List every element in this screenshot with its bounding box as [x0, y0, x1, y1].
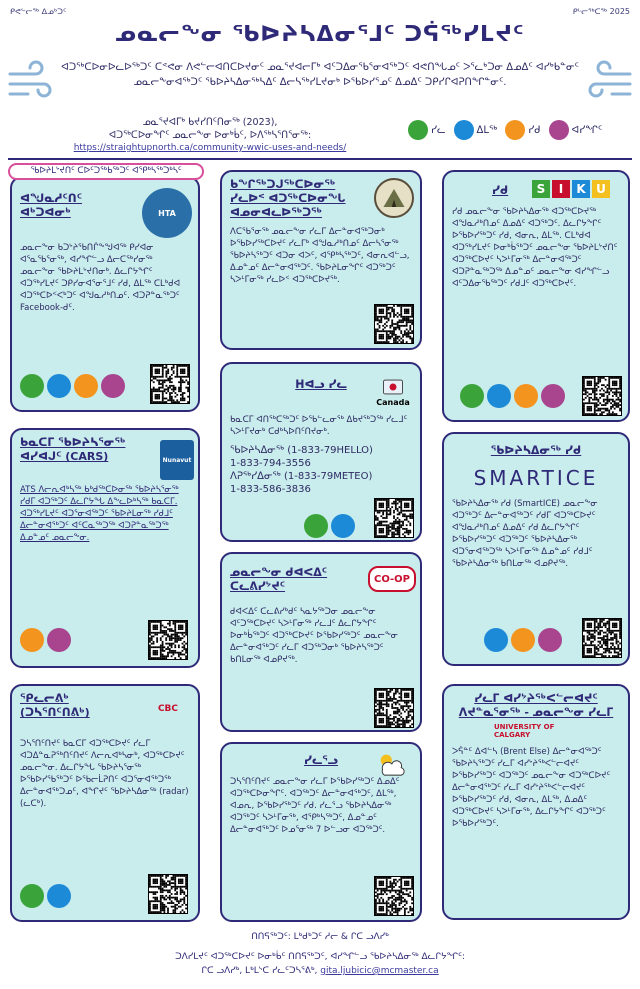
qr-code[interactable] — [374, 688, 414, 728]
other-icon — [541, 384, 565, 408]
ice-icon — [511, 628, 535, 652]
card-radio — [10, 684, 200, 922]
wave-icon — [487, 384, 511, 408]
card-title: ᕼᐊᓗ ᓯᓚ — [295, 378, 347, 391]
qr-code[interactable] — [148, 874, 188, 914]
phone-list — [230, 444, 412, 496]
phone-line[interactable]: ᐱᕈᖅᓯᐃᓂᖅ (1-833-79METEO) — [230, 471, 373, 482]
legend-label: ᐊᓯᖏᑦ — [571, 124, 603, 136]
wave-icon — [331, 514, 355, 538]
page-title: ᓄᓇᓕᖕᓂ ᖃᐅᔨᓴᐃᓂᕐᒧᑦ ᑐᕌᖅᓯᒪᔪᑦ — [115, 22, 525, 47]
wave-icon — [484, 628, 508, 652]
card-icons — [20, 628, 71, 652]
qr-code[interactable] — [374, 304, 414, 344]
legend-label: ᐃᒪᖅ — [476, 124, 498, 136]
card-title: ᖃᐅᔨᓴᐃᓂᖅ ᓯᑯ — [490, 444, 582, 457]
qr-code[interactable] — [582, 618, 622, 658]
qr-code[interactable] — [582, 376, 622, 416]
date-label: ᑭᒡᓕᖅᑕᖅ 2025 — [572, 7, 630, 16]
card-smartice — [442, 432, 630, 666]
other-icon — [549, 120, 569, 140]
card-weather — [220, 742, 422, 922]
card-icons — [460, 384, 565, 408]
qr-code[interactable] — [148, 620, 188, 660]
card-phone — [220, 362, 422, 542]
canada-logo: Canada — [372, 370, 414, 412]
card-text: ᑐᓴᕐᑎᑦᑎᔪᑦ ᓄᓇᓕᖕᓂ ᓯᓚᒥ ᐅᖃᐅᓯᖅᑐᑦ ᐃᓄᐃᑦ ᐊᑐᖅᑕᐅᓂᖏᑦ. ᐊᑐᖅᑐᑦ ᐃᓕᓐᓂᐊᖅᑐᑦ, ᐃᒪᖅ, ᐊᓄᕆ, ᐅᖃᐅᓯᖅᑐᑦ ᓯᑯ. ᓯᓚᕐᓗ ᖃᐅᔨᓴᐃᓂᖅ ᐊᑐᖅᑐᑦ ᓴᐳᒻᒥᓂᖅ, ᐊᕿᒃᓴᖅᑐᑦ, ᐃᓄᓐᓄᑦ ᐃᓕᓐᓂᐊᖅᑐᑦ ᐅᓄᕐᓂᖅ 7 ᐅᓪᓗᓂ ᐊᑐᖅᑐᑦ. — [230, 777, 400, 835]
card-icons — [20, 374, 125, 398]
ice-icon — [505, 120, 525, 140]
intro-text: ᐊᑐᖅᑕᐅᓂᐅᓚᐅᖅᑐᑦ ᑕᕝᕙᓂ ᐱᕙᓪᓕᐊᑎᑕᐅᔪᓂᑦ ᓄᓇᕐᔪᐊᓕᒥᒃ ᐊᑦᑐᐃᓂᖃᕐᓂᐊᖅᑐᑦ ᐊᕙᑎᖓᓄᑦ ᐳᕐᓚᒃᑐᓂ ᐃᓄᐃᑦ ᐊᓯᒃᑲᓐᓂᑦ ᓄᓇᓕᖕᓂᐊᖅᑐᑦ ᖃᐅᔨᓴᐃᓂᖅᓴᐃᑦ ᐃᓕᓴᖅᓯᒪᔪᓂᒃ ᐅᖃᐅᓯᕐᓄᑦ ᐃᓄᐃᑦ ᑐᑭᓯᒋᐊᕈᑎᖏᓐᓂᑦ. — [61, 62, 579, 88]
weather-icon — [304, 514, 328, 538]
ice-icon — [20, 628, 44, 652]
wave-icon — [47, 374, 71, 398]
tent-logo — [374, 178, 414, 218]
phone-line[interactable]: 1-833-794-3556 — [230, 458, 311, 469]
section-badge: ᖃᐅᔨᒪᔾᔪᑎᑦ ᑕᐅᑦᑐᖅᑲᖅᑐᑦ ᐊᕿᒃᓴᖅᑐᒃᓴᑦ — [8, 163, 204, 180]
siku-letter: K — [572, 180, 590, 198]
siku-logo — [532, 180, 610, 198]
card-text: ATS ᐱᓕᕆᐊᒃᓴᖅ ᑲᒃᑯᖅᑕᐅᓂᖅ ᖃᐅᔨᓴᕐᓂᖅ ᓯᑯᒥ ᐊᑐᖅᑐᑦ ᐃᓚᒋᔭᖓ ᐃᖕᓚᐅᒃᓴᖅ ᑲᓇᑕᒥ. ᐊᑐᖅᓯᒪᔪᑦ ᐊᑐᕐᓂᐊᖅᑐᑦ ᖃᐅᔨᒪᓂᖅ ᓯᑯᒧᑦ ᐃᓕᓐᓂᐊᖅᑐᑦ ᐊᑦᑕᓇᖅᑐᖅ ᐊᑐᕈᓐᓇᖅᑐᖅ ᐃᓄᓐᓄᑦ ᓄᓇᓕᖕᓂ. — [20, 485, 179, 543]
footer-line1: ᑐᐱᓯᒪᔪᑦ ᐊᑐᖅᑕᐅᔪᑦ ᐅᓂᒃᑳᑦ ᑎᑎᕋᖅᑐᑦ, ᐊᓯᖏᓪᓗ ᖃᐅᔨᓴᐃᓂᖅ ᐃᓚᒋᔭᖏᑦ: — [175, 952, 465, 962]
citation-link[interactable]: https://straightupnorth.ca/community-wwic-uses-and-needs/ — [73, 143, 347, 153]
card-text: ᓯᑯ ᓄᓇᓕᖕᓂ ᖃᐅᔨᓴᐃᓂᖅ ᐊᑐᖅᑕᐅᔪᖅ ᐊᖑᓇᓱᒃᑎᓄᑦ ᐃᓄᐃᑦ ᐊᑐᖅᑐᑦ. ᐃᓚᒋᔭᖏᑦ ᐅᖃᐅᓯᖅᑐᑦ ᓯᑯ, ᐊᓂᕆ, ᐃᒪᖅ. ᑕᒪᒃᑯᐊ ᐊᑐᖅᓯᒪᔪᑦ ᐅᓂᒃᑳᖅᑐᑦ ᓄᓇᓕᖕᓂ ᖃᐅᔨᒪᔾᔪᑎᑦ ᐊᑐᖅᑕᐅᔪᑦ ᓴᐳᒻᒥᓂᖅ ᐃᓕᓐᓂᐊᖅᑐᑦ ᐊᑐᕈᓐᓇᖅᑐᖅ ᐃᓄᓐᓄᑦ ᓄᓇᓕᖕᓂ ᐊᓯᖏᓪᓗ ᐊᑦᑐᐃᓂᖃᖅᑐᑦ ᓯᑯᒧᑦ ᐊᑐᖅᑕᐅᔪᑦ. — [452, 207, 618, 289]
coop-logo: CO-OP — [368, 566, 416, 592]
legend-label: ᓯᑯ — [528, 124, 541, 136]
hunters-logo: HTA — [142, 188, 192, 238]
contact-name: ᒋᑕ ᓗᐱᓯᒃ, ᒪᒃᒪᔅᑕ ᓯᓚᑦᑐᓴᕐᕕᒃ, — [201, 966, 318, 976]
header-divider — [8, 158, 632, 160]
ice-icon — [514, 384, 538, 408]
legend — [408, 120, 602, 140]
phone-line[interactable]: 1-833-586-3836 — [230, 484, 311, 495]
siku-letter: U — [592, 180, 610, 198]
card-siku — [442, 170, 630, 422]
card-text: ᐳᕌᓐᑦ ᐃᐊᓪᓴ (Brent Else) ᐃᓕᓐᓂᐊᖅᑐᑦ ᖃᐅᔨᓴᖅᑐᑦ ᓯᓚᒥ ᐊᓯᔾᔨᖅᐸᓪᓕᐊᔪᑦ ᐅᖃᐅᓯᖅᑐᑦ ᐊᑐᖅᑐᑦ ᓄᓇᓕᖕᓂ ᐊᑐᖅᑕᐅᔪᑦ ᐃᓕᓐᓂᐊᖅᑐᑦ ᓯᓚᒥ ᐊᓯᔾᔨᖅᐸᓪᓕᐊᔪᑦ ᐅᖃᐅᓯᖅᑐᑦ ᓯᑯ, ᐊᓂᕆ, ᐃᒪᖅ, ᐃᓄᐃᑦ ᐊᑐᖅᑕᐅᔪᑦ ᓴᐳᒻᒥᓂᖅ, ᐃᓚᒋᔭᖏᑦ ᐊᑐᖅᑐᑦ ᐅᖃᐅᓯᖅᑐᑦ. — [452, 747, 611, 829]
card-text: ᐱᑕᖃᕐᓂᖅ ᓄᓇᓕᖕᓂ ᓯᓚᒥ ᐃᓕᓐᓂᐊᖅᑐᓂᒃ ᐅᖃᐅᓯᖅᑕᐅᔪᑦ ᓯᓚᒥᒃ ᐊᖑᓇᓱᒃᑎᓄᑦ ᐃᓕᓴᕐᓂᖅ ᖃᐅᔨᓴᖅᑐᑦ ᐊᑐᓂ ᐊᐳᑦ, ᐊᕿᒃᓴᖅᑐᑦ, ᐊᓂᕆᐊᓪᓗ, ᐃᓄᓐᓄᑦ ᐃᓕᓐᓂᐊᖅᑐᑦ. ᖃᐅᔨᒪᓂᖏᑦ ᐊᑐᖅᑐᑦ ᓴᐳᒻᒥᓂᖅ ᓯᓚᐅᑉ ᐊᑐᖅᑕᐅᔪᖅ. — [230, 227, 410, 285]
footer-line2 — [0, 964, 640, 978]
card-title: ᓯᓚᒥ ᐊᓯᔾᔨᖅᐸᓪᓕᐊᔪᑦ ᐱᔪᓐᓇᕐᓂᖅ - ᓄᓇᓕᖕᓂ ᓯᓚᒥ — [458, 692, 614, 719]
card-text: ᑐᓴᕐᑎᑦᑎᔪᑦ ᑲᓇᑕᒥ ᐊᑐᖅᑕᐅᔪᑦ ᓯᓚᒥ ᐊᑐᐃᓐᓇᕈᖅᑎᑦᑎᔪᑦ ᐱᓕᕆᐊᒃᓴᓂᒃ, ᐊᑐᖅᑕᐅᔪᑦ ᓄᓇᓕᖕᓂ. ᐃᓚᒋᔭᖓ ᖃᐅᔨᓴᕐᓂᖅ ᐅᖃᐅᓯᖃᖅᑐᑦ ᐅᖃᓕᒫᕈᑎᑦ ᐊᑐᕐᓂᐊᖅᑐᖅ ᐃᓕᓐᓂᐊᖅᑐᓄᑦ, ᐊᖏᔪᑦ ᖃᐅᔨᓴᐃᓂᖅ (radar) (ᓚᑕᒃ). — [20, 739, 189, 809]
card-title: ᓄᓇᓕᖕᓂ ᑯᐊᐸᐃᑦ ᑕᓚᕕᓯᔾᔪᑦ — [230, 566, 328, 593]
card-text: ᑯᐊᐸᐃᑦ ᑕᓚᕕᓯᒃᑯᑦ ᓴᓇᔭᖅᑐᓂ ᓄᓇᓕᖕᓂ ᐊᑦᑐᖅᑕᐅᔪᑦ ᓴᐳᒻᒥᓂᖅ ᓯᓚᒧᑦ ᐃᓚᒋᔭᖏᑦ ᐅᓂᒃᑳᖅᑐᑦ ᐊᑐᖅᑕᐅᔪᑦ ᐅᖃᐅᓯᖅᑐᑦ ᓄᓇᓕᖕᓂ ᐃᓕᓐᓂᐊᖅᑐᑦ ᓯᓚᒥ ᐊᑐᖅᑐᓂᒃ ᖃᐅᔨᓴᖅᑐᑦ ᑲᑎᒪᓂᖅ ᐊᓄᑭᔪᖅ. — [230, 607, 399, 665]
wave-icon — [454, 120, 474, 140]
card-text: ᑲᓇᑕᒥ ᐊᑎᖅᑕᖅᑐᑦ ᐅᖃᓪᓚᓂᖅ ᐃᑲᔪᖅᑐᖅ ᓯᓚᒧᑦ ᓴᐳᒻᒥᔪᓂᒃ ᑕᑯᒃᓴᐅᑎᑦᑎᔪᓂᒃ. — [230, 415, 408, 437]
card-icons — [304, 514, 355, 538]
smartice-logo: SMARTICE — [473, 466, 599, 490]
weather-icon — [20, 884, 44, 908]
footer-thanks: ᑎᑎᕋᖅᑐᑦ: ᒪᒃᑯᒃᑐᑦ ᓱᓕ & ᒋᑕ ᓗᐱᓯᒃ — [251, 932, 389, 942]
nunavut-logo: Nunavut — [160, 440, 194, 480]
card-text: ᓄᓇᓕᖕᓂ ᑲᑐᔾᔨᖃᑎᒌᖕᖑᐊᖅ ᑭᓯᐊᓂ ᐊᕐᓇᖃᕐᓂᖅ, ᐊᓯᖏᓪᓗ ᐃᓕᑕᖅᓯᓂᖅ ᓄᓇᓕᖕᓂ ᖃᐅᔨᒪᔾᔪᑎᓂᒃ. ᐃᓚᒋᔭᖏᑦ ᐊᑐᖅᓯᒪᔪᑦ ᑐᑭᓯᓂᐊᕐᓂᕐᒧᑦ ᓯᑯ, ᐃᒪᖅ ᑕᒪᒃᑯᐊ ᐊᑐᖅᑕᐅᑉᐸᒃᑐᑦ ᐊᖑᓇᓱᒃᑎᓄᑦ. ᐊᑐᕈᓐᓇᖅᑐᑦ Facebook-ᑯᑦ. — [20, 243, 181, 313]
other-icon — [538, 628, 562, 652]
wind-icon-left — [6, 58, 54, 106]
weather-icon — [408, 120, 428, 140]
legend-label: ᓯᓚ — [431, 124, 446, 136]
card-icons — [484, 628, 562, 652]
qr-code[interactable] — [374, 876, 414, 916]
legend-item-water — [454, 120, 498, 140]
legend-item-other — [549, 120, 603, 140]
legend-item-ice — [505, 120, 540, 140]
legend-item-weather — [408, 120, 446, 140]
phone-line[interactable]: ᖃᐅᔨᓴᐃᓂᖅ (1-833-79HELLO) — [230, 445, 373, 456]
siku-letter: S — [532, 180, 550, 198]
card-title: ᐊᖑᓇᓱᑦᑎᑦ ᐊᒃᑐᐊᓂᒃ — [20, 192, 83, 219]
other-icon — [101, 374, 125, 398]
card-title: ᑲᓇᑕᒥ ᖃᐅᔨᓴᕐᓂᖅ ᐊᓯᐊᒍᑦ (CARS) — [20, 436, 126, 463]
wave-icon — [47, 884, 71, 908]
email-link[interactable]: gita.ljubicic@mcmaster.ca — [320, 966, 439, 976]
card-title: ᕿᓚᓕᕕᒃ (ᑐᓴᕐᑎᑦᑎᕕᒃ) — [20, 692, 90, 719]
weather-icon — [20, 374, 44, 398]
weather-logo — [372, 748, 408, 778]
qr-code[interactable] — [374, 498, 414, 538]
footer-contact — [0, 950, 640, 978]
card-coop — [220, 552, 422, 732]
cbc-logo: CBC — [157, 704, 179, 714]
card-tent — [220, 170, 422, 350]
wind-icon-right — [586, 58, 634, 106]
card-title: ᓯᑯ — [492, 184, 509, 197]
weather-icon — [460, 384, 484, 408]
top-left-label: ᑭᕙᓪᓕᖅ ᐃᓄᒃᑐᑦ — [10, 7, 67, 16]
citation — [60, 116, 360, 155]
calgary-logo: UNIVERSITY OF CALGARY — [494, 723, 555, 739]
card-title: ᓯᓚᕐᓗ — [304, 754, 338, 767]
card-icons — [20, 884, 71, 908]
ice-icon — [74, 374, 98, 398]
card-hunters — [10, 176, 200, 412]
card-text: ᖃᐅᔨᓴᐃᓂᖅ ᓯᑯ (SmartICE) ᓄᓇᓕᖕᓂ ᐊᑐᖅᑐᑦ ᐃᓕᓐᓂᐊᖅᑐᑦ ᓯᑯᒥ ᐊᑐᖅᑕᐅᔪᑦ ᐊᖑᓇᓱᒃᑎᓄᑦ ᐃᓄᐃᑦ ᓯᑯ ᐃᓚᒋᔭᖏᑦ ᐅᖃᐅᓯᖅᑐᑦ ᐊᑐᖅᑐᑦ ᖃᐅᔨᓴᐃᓂᖅ ᐊᑐᕐᓂᐊᖅᑐᖅ ᓴᐳᒻᒥᓂᖅ ᐃᓄᓐᓄᑦ ᓯᑯᒧᑦ ᖃᐅᔨᓴᐃᓂᖅ ᑲᑎᒪᓂᖅ ᐊᓄᑭᔪᖅ. — [452, 499, 598, 569]
card-cars — [10, 428, 200, 668]
qr-code[interactable] — [150, 364, 190, 404]
card-title: ᑲᖏᖅᑐᒍᖅᑕᐅᓂᖅ ᓯᓚᐅᑉ ᐊᑐᖅᑕᐅᓂᖓ ᐊᓄᓂᐊᓚᐅᖅᑐᖅ — [230, 178, 346, 219]
other-icon — [47, 628, 71, 652]
siku-letter: I — [552, 180, 570, 198]
citation-line2: ᐊᑐᖅᑕᐅᓂᖏᑦ ᓄᓇᓕᖕᓂ ᐅᓂᒃᑳᑦ, ᐅᐱᖅᓴᕐᑎᕐᓂᖅ: — [108, 130, 312, 141]
card-calgary — [442, 684, 630, 920]
citation-line1: ᓄᓇᕐᔪᐊᒥᒃ ᑲᔪᓯᑎᑦᑎᓂᖅ (2023), — [142, 117, 278, 128]
